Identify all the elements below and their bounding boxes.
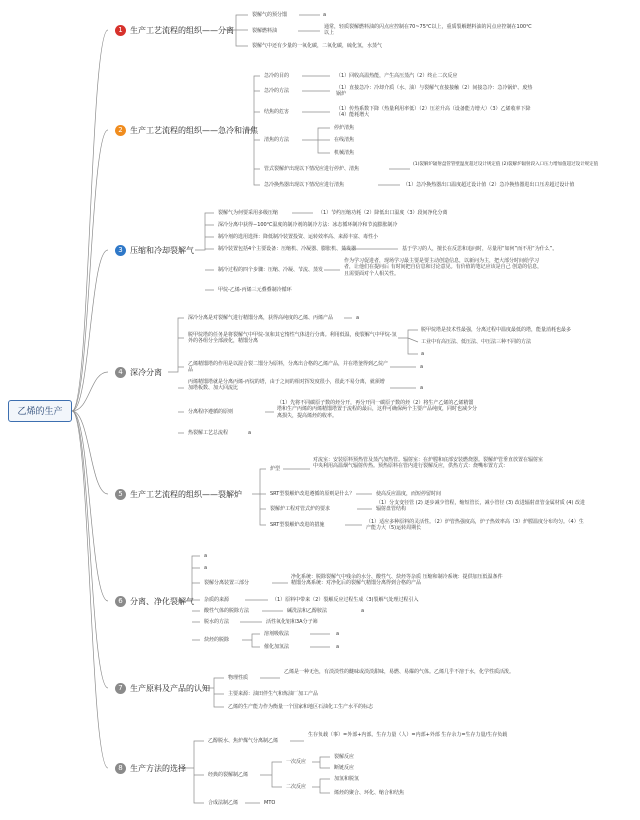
b6-node[interactable]: a [361,608,365,614]
b2-node[interactable]: 结焦的危害 [264,109,290,115]
b6-node[interactable]: a [204,553,208,559]
b2-node[interactable]: 急冷换热器出现以下情况应进行清焦 [264,182,345,188]
branch-7-label: 生产原料及产品的认知 [130,683,210,693]
b4-node[interactable]: （1）先将不同碳原子数的烃分开，再分开同一碳原子数的烃（2）将生产乙烯的乙烯精馏塔和生产丙烯的丙烯精馏塔置于流程的最后，这样可确保两个主要产品纯度，同时也减少分离损失，提高烯烃的收率。 [277,400,478,419]
number-6-icon: 6 [115,596,126,607]
b3-node[interactable]: 制冷装置包括4个主要设备：压缩机、冷凝器、膨胀机、蒸发器 [218,246,357,252]
b8-node[interactable]: 加氢和脱氢 [334,776,360,782]
b6-node[interactable]: 酸性气体的脱除方法 [204,608,250,614]
b6-node[interactable]: 溶剂吸收法 [264,631,290,637]
b3-node[interactable]: 制冷过程的四个步骤：压缩、冷凝、节流、蒸发 [218,267,324,273]
b3-node[interactable]: 深冷分离中获得−100℃温度的制冷剂的制冷方法：冰态循环制冷和节流膨胀制冷 [218,222,398,228]
branch-5-label: 生产工艺流程的组织——裂解炉 [130,489,242,499]
b8-node[interactable]: MTO [264,800,276,806]
b4-node[interactable]: 深冷分离是对裂解气进行精馏分离，获得高纯度的乙烯、丙烯产品 [188,315,334,321]
b4-node[interactable]: 丙烯精馏塔就是分离丙烯-丙烷的塔，由于之间的相对挥发度很小，很此不易分离，就须增加塔板数、加大回流比 [188,379,385,392]
branch-6[interactable] [115,593,194,609]
b6-node[interactable]: （1）原料中带来（2）裂解反应过程生成（3)裂解气处理过程引入 [272,597,419,603]
b4-node[interactable]: a [420,385,424,391]
b4-node[interactable]: a [356,315,360,321]
b6-node[interactable]: a [204,565,208,571]
b7-node[interactable]: 乙烯的生产能力作为衡量一个国家和地区石油化工生产水平的标志 [228,704,374,710]
b1-node[interactable]: 裂解气中还有少量的一氧化碳，二氧化碳，硫化氢，水蒸气 [252,43,383,49]
b8-node[interactable]: 二次反应 [286,784,307,790]
b4-node[interactable]: 脱甲烷塔的任务是将裂解气中甲烷-氢和其它惰性气体进行分离。利用低温，使裂解气中甲烷-氢外的各组分全部液化，精馏分离 [188,332,397,345]
b8-node[interactable]: 一次反应 [286,759,307,765]
b3-node[interactable]: 作为学习促进者，现场学习最主要是要主动创造信息，以新问为主，把大部分时间给学习者，让他们在提问后 有时间把自信息和讨论意见。有价值的笔记应该是自己 创造的信息，且需要面对个人相关性。 [344,258,543,277]
b8-node[interactable]: 生存负载（事）=外部+内部。生存力量（人）=内部+外部 生存余力=生存力量/生存负载 [308,732,508,738]
b3-node[interactable]: （1）节约压缩功耗（2）降低出口温度（3）段间净化分离 [318,210,448,216]
b6-node[interactable]: 炔烃的脱除 [204,637,230,643]
branch-6-label: 分离、净化裂解气 [130,596,194,606]
branch-7[interactable] [115,680,210,696]
branch-8-label: 生产方法的选择 [130,763,186,773]
number-4-icon: 4 [115,367,126,378]
b3-node[interactable]: 甲烷-乙烯-丙烯三元叠叠制冷循环 [218,287,292,293]
b6-node[interactable]: 脱水的方法 [204,619,230,625]
b2-node[interactable]: 管式裂解炉出现以下情况应进行停炉、清焦 [264,166,360,172]
b5-node[interactable]: （1）适应多种原料的灵活性。（2）炉管热强度高，炉子热效率高（3）炉膛温度分布均匀。（4）生产能力大（5)运转周期长 [366,519,584,532]
b2-node[interactable]: 急冷的目的 [264,73,290,79]
b5-node[interactable]: 炉型 [270,466,281,472]
number-7-icon: 7 [115,683,126,694]
b4-node[interactable]: 分离程序遵循的原则 [188,409,234,415]
root-topic[interactable]: 乙烯的生产 [8,400,72,422]
number-2-icon: 2 [115,125,126,136]
number-1-icon: 1 [115,25,126,36]
branch-2-label: 生产工艺流程的组织——急冷和清焦 [130,125,258,135]
b5-node[interactable]: （1）分支变径管 (2) 逐步减少管程，缩短管长，减小管径 (3) 改进辐射盘管金属材质 (4) 改进辐射盘管结构 [376,500,585,513]
branch-2[interactable] [115,122,258,138]
b1-node[interactable]: a [323,12,327,18]
b6-node[interactable]: 催化加氢法 [264,644,290,650]
b8-node[interactable]: 裂解反应 [334,754,355,760]
b3-node[interactable]: 基于学习的人，擅长在反思和追问时，尽量用“如何”而不用“为什么”。 [402,246,558,252]
b2-node[interactable]: 机械清焦 [334,150,355,156]
b4-node[interactable]: 乙烯精馏塔的作用是以混合裂二馏分为原料，分离出合格的乙烯产品，并在塔釜得到乙烷产品 [188,361,389,374]
b5-node[interactable]: 使高反应温度，而短停留时间 [376,491,442,497]
b1-node[interactable]: 通常，轻质裂解燃料油的闪点应控制在70~75℃以上，重质裂解燃料油的闪点应控制在100℃以上 [324,24,532,37]
b8-node[interactable]: 经典的裂解制乙烯 [208,772,249,778]
b5-node[interactable]: 对流室：安装原料预热管及蒸汽加热管。辐射室：在炉膛和底部安装燃烧器。裂解炉管垂直放置在辐射室中央利用高温烟气辐射传热。预热原料在管内进行裂解反应，供热方式：烧嘴布置方式： [313,457,544,470]
b4-node[interactable]: a [248,430,252,436]
b3-node[interactable]: 裂解气为何要采用多级压缩 [218,210,279,216]
b6-node[interactable]: 裂解分离装置三部分 [204,580,250,586]
b6-node[interactable]: 净化系统：脱除裂解气中残余的水分、酸性气、炔烃等杂质 压缩和制冷系统：提供加压低温条件 精馏分离系统：对净化后的裂解气精馏分离得到合格的产品 [291,574,503,587]
b1-node[interactable]: 裂解气的预分馏 [252,12,288,18]
b2-node[interactable]: （1）直接急冷：冷却介质（水、油）与裂解气直接接触（2）间接急冷：急冷锅炉、废热锅炉 [336,85,533,98]
b5-node[interactable]: SRT型裂解炉改进的措施 [270,522,325,528]
b8-node[interactable]: 断链反应 [334,765,355,771]
b6-node[interactable]: a [336,631,340,637]
b7-node[interactable]: 物理性质 [228,675,249,681]
number-8-icon: 8 [115,763,126,774]
branch-4-label: 深冷分离 [130,367,162,377]
number-5-icon: 5 [115,489,126,500]
b5-node[interactable]: SRT型裂解炉改进遵循的原则是什么？ [270,491,355,497]
branch-4[interactable] [115,364,162,380]
branch-5[interactable] [115,486,242,502]
b8-node[interactable]: 合成法制乙烯 [208,800,239,806]
b2-node[interactable]: (1)裂解炉辐射盘管管壁温度超过设计规定值 (2)裂解炉辐射段入口压力增加值超过设计规定值 [413,162,599,167]
b4-node[interactable]: a [421,351,425,357]
branch-3-label: 压缩和冷却裂解气 [130,245,194,255]
b7-node[interactable]: 主要来源：油田伴生气和炼油厂加工产品 [228,691,319,697]
branch-3[interactable] [115,242,194,258]
b4-node[interactable]: 脱甲烷塔是技术性最强，分离过程中温度最低的塔，能量消耗也最多 [421,327,572,333]
b8-node[interactable]: 烯烃的聚合、环化、缩合和结焦 [334,790,405,796]
b6-node[interactable]: a [336,644,340,650]
branch-1-label: 生产工艺流程的组织——分离 [130,25,234,35]
b4-node[interactable]: a [420,364,424,370]
b4-node[interactable]: 热裂解工艺总流程 [188,430,229,436]
b2-node[interactable]: （1）回收高温热能，产生高压蒸汽（2）终止二次反应 [336,73,458,79]
b8-node[interactable]: 乙醇脱水、焦炉煤气分离制乙烯 [208,738,279,744]
b1-node[interactable]: 裂解燃料油 [252,28,278,34]
b2-node[interactable]: （1）传热系数下降（热量利用率低）（2）压差升高（设备能力增大）（3）乙烯收率下降（4）能耗增大 [336,106,531,119]
b6-node[interactable]: 碱洗法和乙醇胺法 [287,608,328,614]
b6-node[interactable]: 活性氧化铝和3A分子筛 [266,619,318,625]
b2-node[interactable]: 清焦的方法 [264,137,290,143]
b2-node[interactable]: 停炉清焦 [334,125,355,131]
b5-node[interactable]: 裂解炉工程对管式炉的要求 [270,506,331,512]
b3-node[interactable]: 制冷剂的选用选择：降低制冷装置投资、运转效率高、来源丰富、毒性小 [218,234,379,240]
b2-node[interactable]: 急冷的方法 [264,88,290,94]
branch-8[interactable] [115,760,186,776]
b2-node[interactable]: （1）急冷换热器出口温度超过设计值（2）急冷换热器进出口压差超过设计值 [403,182,575,188]
number-3-icon: 3 [115,245,126,256]
b7-node[interactable]: 乙烯是一种无色，有淡淡性的醚味或淡淡甜味，易燃、易爆的气体。乙烯几乎不溶于水，化学性质活泼。 [284,669,515,675]
b4-node[interactable]: 工业中有高压法、低压法、中压法三种不同的方法 [421,339,532,345]
b6-node[interactable]: 杂质的来源 [204,597,230,603]
b2-node[interactable]: 在线清焦 [334,137,355,143]
branch-1[interactable] [115,22,234,38]
